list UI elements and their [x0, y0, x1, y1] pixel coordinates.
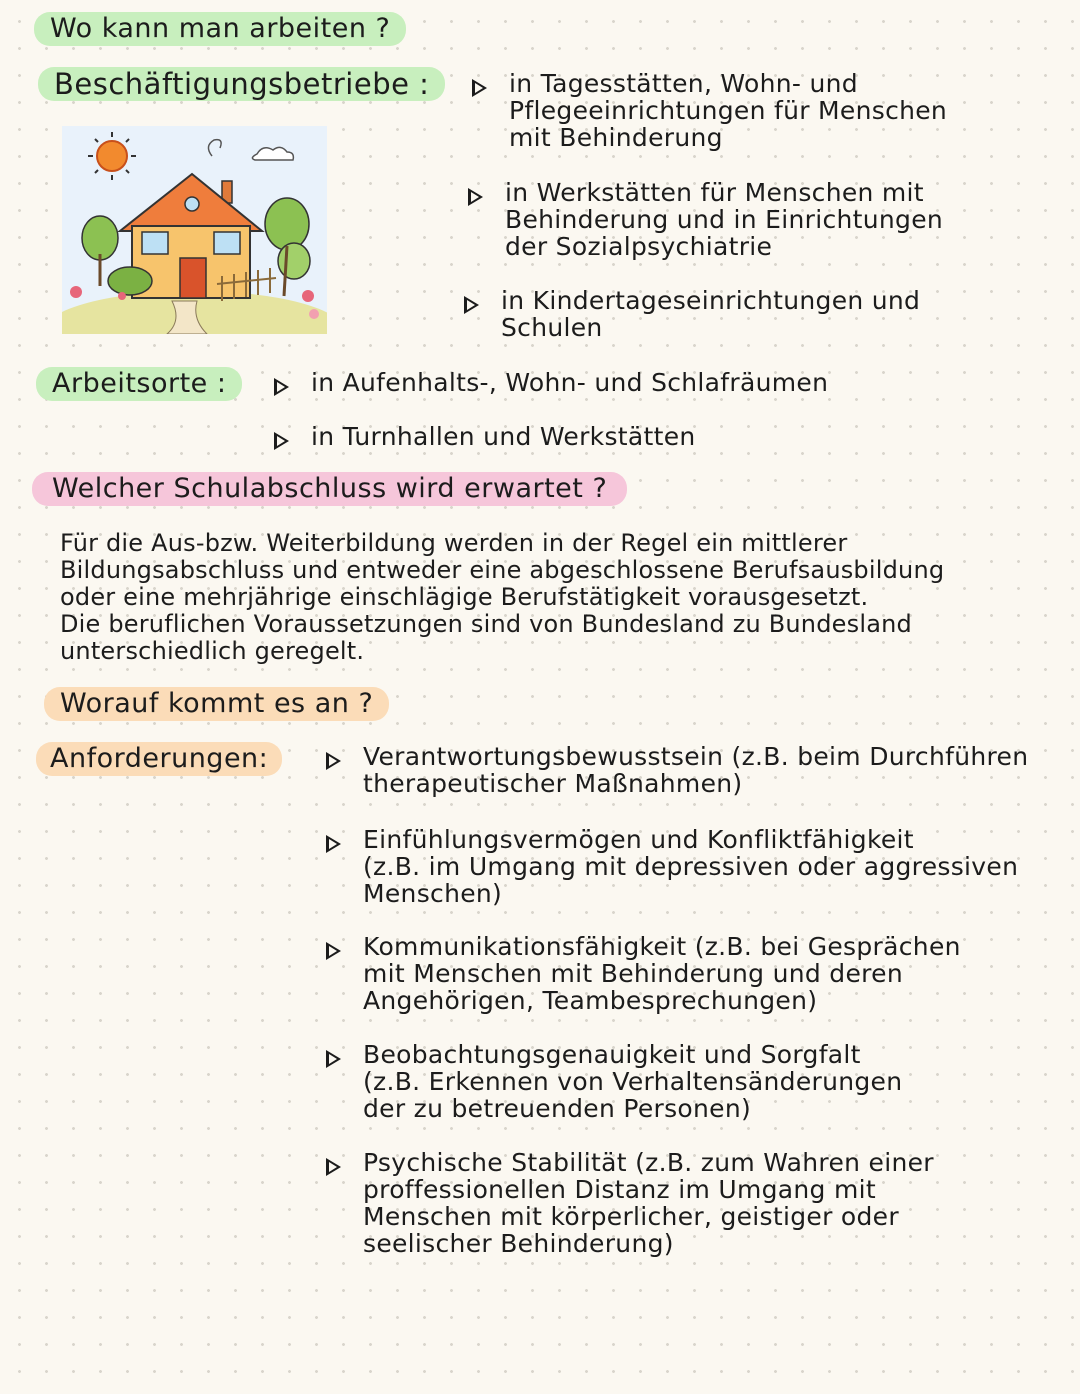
heading-where-work: Wo kann man arbeiten ?	[34, 12, 406, 46]
bullet-triangle-icon	[274, 432, 289, 450]
bullet-triangle-icon	[326, 752, 341, 770]
house-drawing	[62, 126, 327, 334]
employer-item-1: in Tagesstätten, Wohn- und Pflegeeinrichtungen für Menschen mit Behinderung	[472, 70, 947, 151]
heading-employers: Beschäftigungsbetriebe :	[38, 67, 445, 101]
bullet-triangle-icon	[274, 378, 289, 396]
heading-what-matters: Worauf kommt es an ?	[44, 687, 389, 721]
requirement-item-1: Verantwortungsbewusstsein (z.B. beim Durchführen therapeutischer Maßnahmen)	[326, 743, 1028, 797]
bullet-triangle-icon	[464, 296, 479, 314]
bullet-triangle-icon	[472, 79, 487, 97]
heading-requirements: Anforderungen:	[36, 742, 282, 776]
workplace-item-2: in Turnhallen und Werkstätten	[274, 423, 696, 450]
school-paragraph: Für die Aus-bzw. Weiterbildung werden in der Regel ein mittlerer Bildungsabschluss und entweder eine abgeschlossene Berufsausbildung oder eine mehrjährige einschlägige Berufstätigkeit vorausgesetzt. Die beruflichen Voraussetzungen sind von Bundesland zu Bundesland unterschiedlich geregelt.	[60, 529, 945, 665]
bullet-triangle-icon	[326, 1158, 341, 1176]
house-illustration	[62, 126, 327, 334]
heading-workplaces: Arbeitsorte :	[36, 367, 242, 401]
requirement-item-5: Psychische Stabilität (z.B. zum Wahren einer proffessionellen Distanz im Umgang mit Menschen mit körperlicher, geistiger oder seelischer Behinderung)	[326, 1149, 934, 1257]
bullet-triangle-icon	[326, 942, 341, 960]
bullet-triangle-icon	[326, 1050, 341, 1068]
workplace-item-1: in Aufenhalts-, Wohn- und Schlafräumen	[274, 369, 828, 396]
requirement-item-4: Beobachtungsgenauigkeit und Sorgfalt (z.B. Erkennen von Verhaltensänderungen der zu betreuenden Personen)	[326, 1041, 902, 1122]
employer-item-3: in Kindertageseinrichtungen und Schulen	[464, 287, 920, 341]
heading-school: Welcher Schulabschluss wird erwartet ?	[32, 472, 627, 506]
requirement-item-2: Einfühlungsvermögen und Konfliktfähigkeit (z.B. im Umgang mit depressiven oder aggressiven Menschen)	[326, 826, 1018, 907]
requirement-item-3: Kommunikationsfähigkeit (z.B. bei Gesprächen mit Menschen mit Behinderung und deren Angehörigen, Teambesprechungen)	[326, 933, 961, 1014]
bullet-triangle-icon	[326, 835, 341, 853]
bullet-triangle-icon	[468, 188, 483, 206]
employer-item-2: in Werkstätten für Menschen mit Behinderung und in Einrichtungen der Sozialpsychiatrie	[468, 179, 943, 260]
